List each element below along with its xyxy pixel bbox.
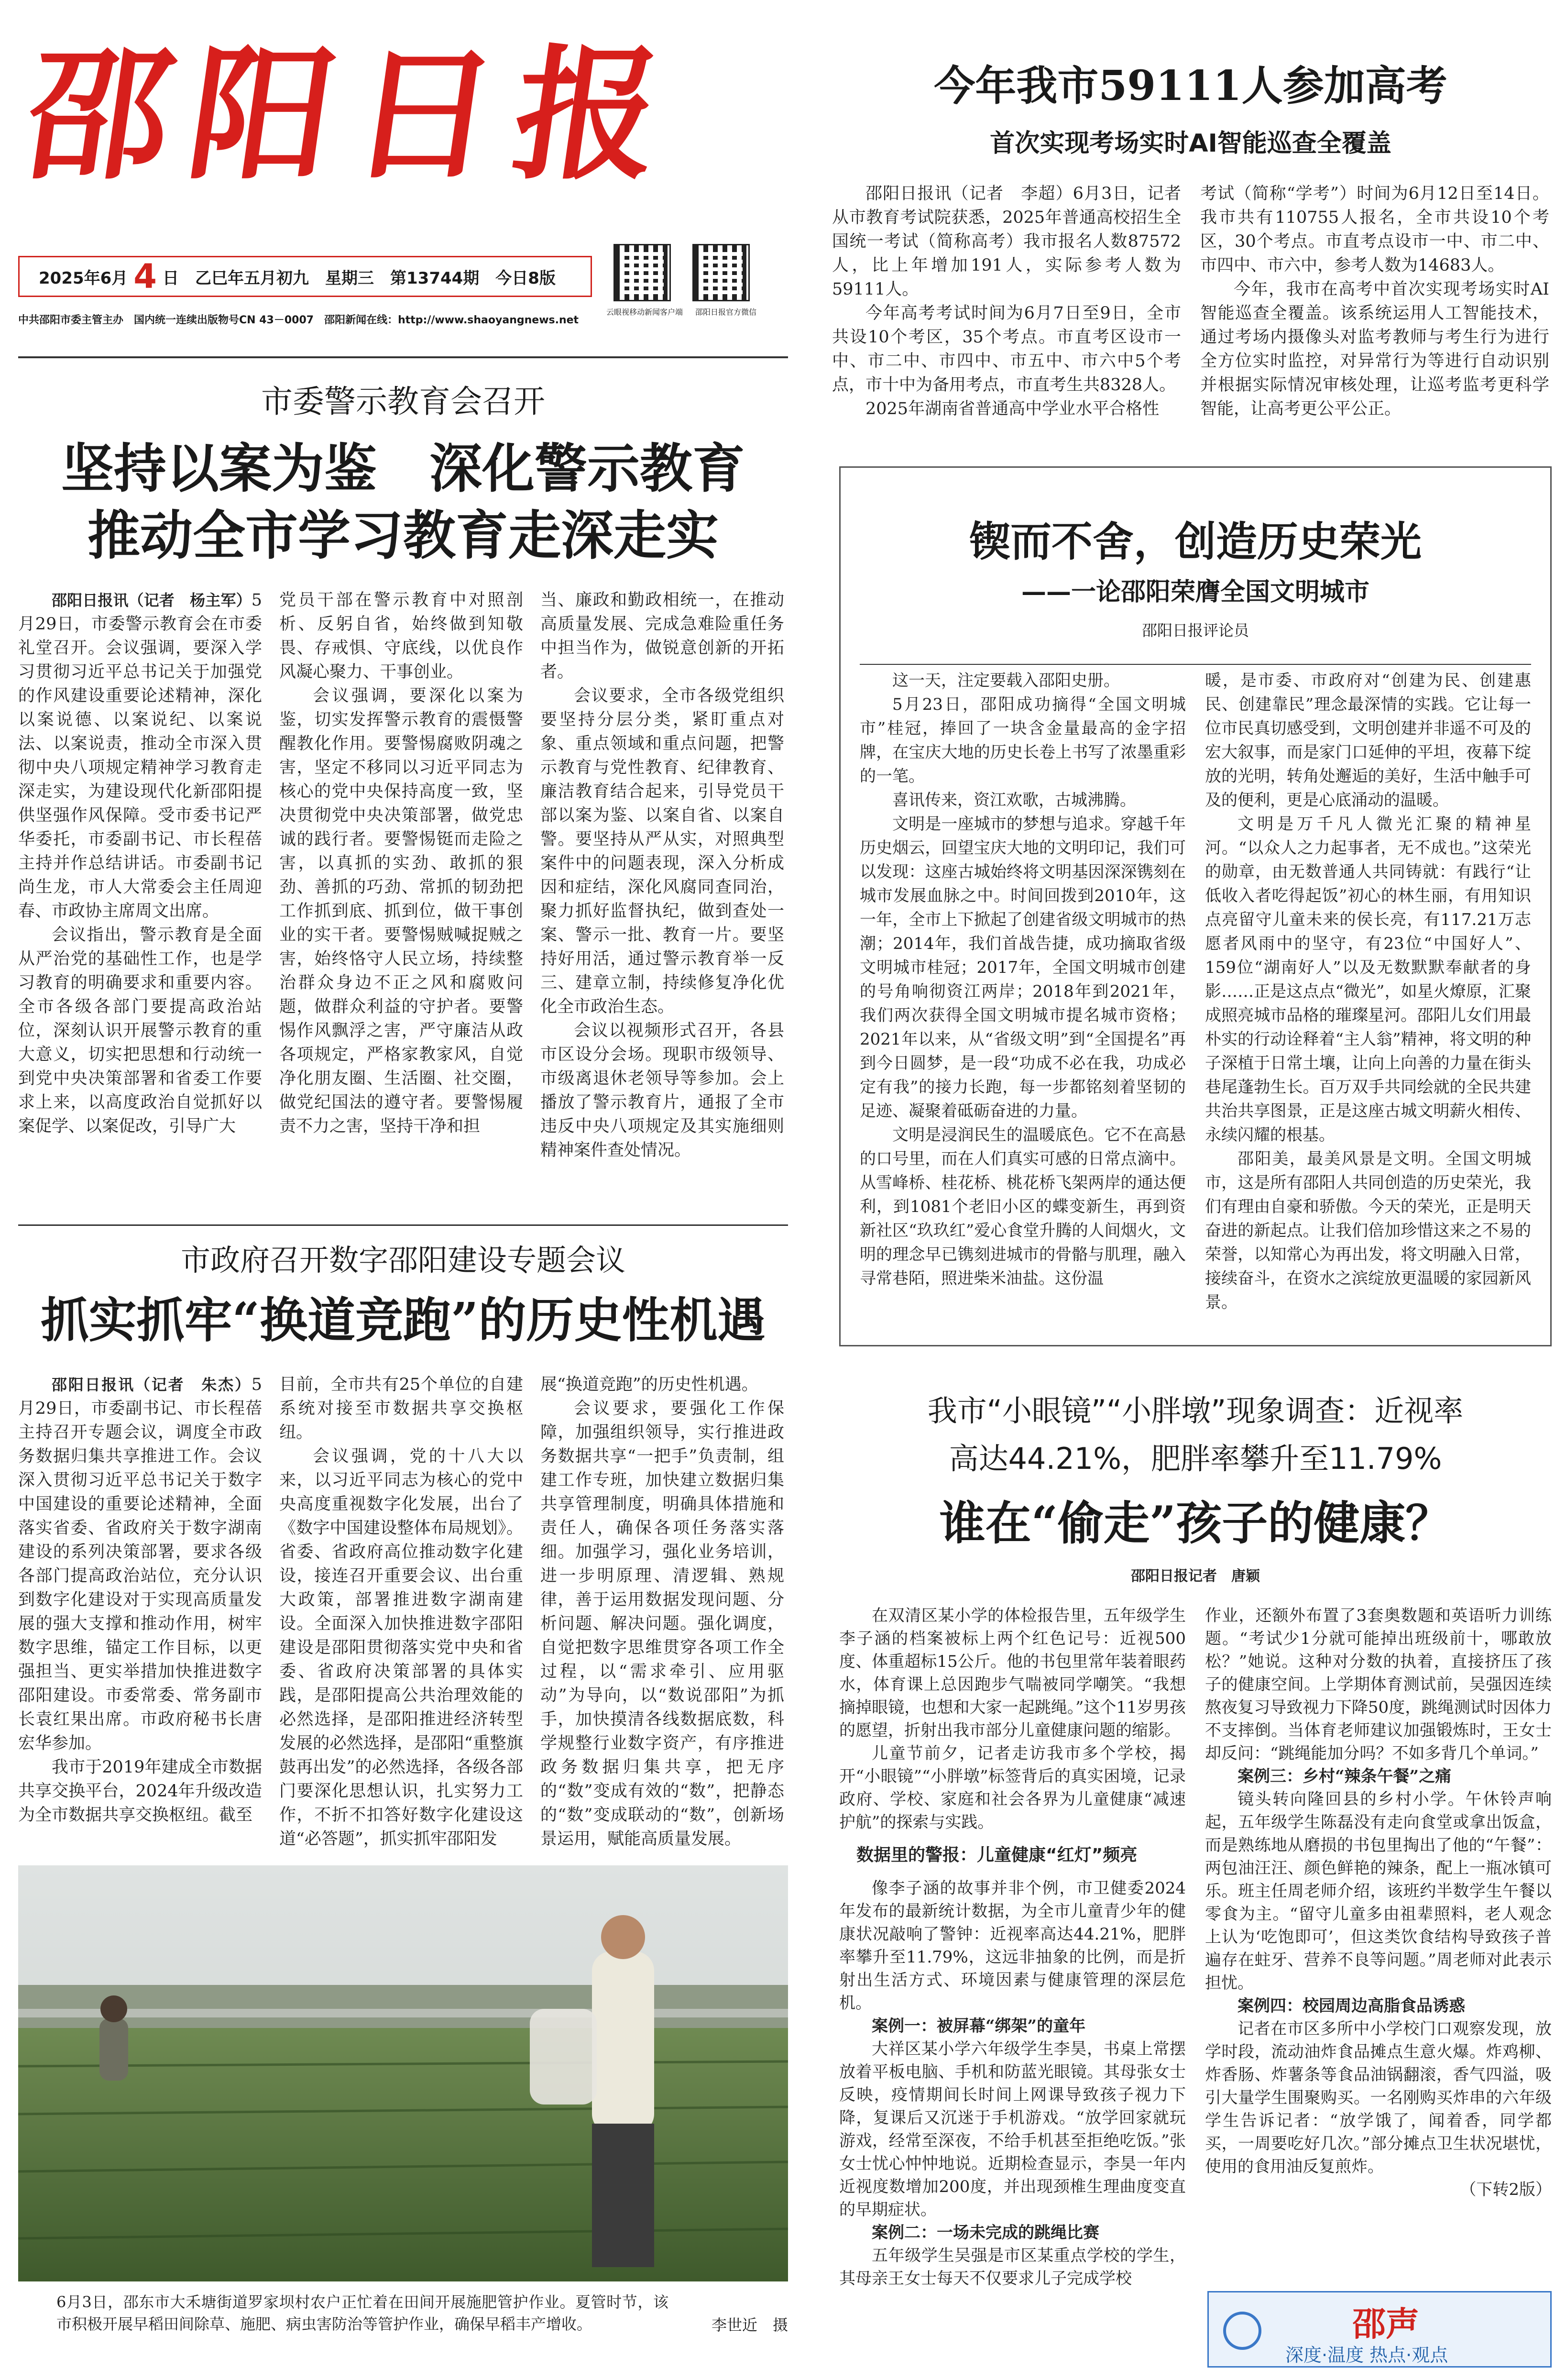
photo-caption: 6月3日，邵东市大禾塘街道罗家坝村农户正忙着在田间开展施肥管护作业。夏管时节，该市积极开展早稻田间除草、施肥、病虫害防治等管护作业，确保早稻丰产增收。 — [56, 2293, 668, 2333]
health-para-5: 五年级学生吴强是市区某重点学校的学生，其母亲王女士每天不仅要求儿子完成学校 — [839, 2246, 1186, 2288]
warning-education-article — [18, 378, 788, 1191]
warning-para-6: 会议要求，全市各级党组织要坚持分层分类，紧盯重点对象、重点领域和重点问题，把警示教育与党性教育、纪律教育、廉洁教育结合起来，引导党员干部以案为鉴、以案自省、以案自警。要坚持从严从实，对照典型案件中的问题表现，深入分析成因和症结，深化风腐同查同治，聚力抓好监督执纪，做到查处一案、警示一批、教育一片。要坚持好用活，通过警示教育举一反三、建章立制，持续修复净化优化全市政治生态。 — [540, 686, 784, 1016]
shaosheng-promo[interactable] — [1207, 2291, 1552, 2368]
health-jump: （下转2版） — [1460, 2180, 1552, 2199]
child-health-article — [839, 1387, 1552, 2363]
qr-code-app[interactable] — [613, 244, 671, 301]
editorial-para-4: 文明是一座城市的梦想与追求。穿越千年历史烟云，回望宝庆大地的文明印记，我们可以发现：这座古城始终将文明基因深深镌刻在城市发展血脉之中。时间回拨到2010年，这一年，全市上下掀起了创建省级文明城市的热潮；2014年，我们首战告捷，成功摘取省级文明城市桂冠；2017年，全国文明城市创建的号角响彻资江两岸；2018年到2021年，我们两次获得全国文明城市提名城市资格；2021年以来，从“省级文明”到“全国提名”再到今日圆梦，是一段“功成不必在我，功成必定有我”的接力长跑，每一步都铭刻着坚韧的足迹、凝聚着砥砺奋进的力量。 — [860, 815, 1186, 1121]
warning-para-2: 会议指出，警示教育是全面从严治党的基础性工作，也是学习教育的明确要求和重要内容。全市各级各部门要提高政治站位，深刻认识开展警示教育的重大意义，切实把思想和行动统一到党中央决策部署和省委工作要求上来，以高度政治自觉抓好以案促学、以案促改，引导广大 — [18, 926, 262, 1136]
digital-para-5: 展“换道竞跑”的历史性机遇。 — [540, 1375, 758, 1394]
health-para-4: 大祥区某小学六年级学生李昊，书桌上常摆放着平板电脑、手机和防蓝光眼镜。其母张女士反映，疫情期间长时间上网课导致孩子视力下降，复课后又沉迷于手机游戏。“放学回家就玩游戏，经常至深夜，不给手机甚至拒绝吃饭。”张女士忧心忡忡地说。近期检查显示，李昊一年内近视度数增加200度，并出现颈椎生理曲度变直的早期症状。 — [839, 2039, 1186, 2219]
promo-title: 邵声 — [1352, 2304, 1419, 2344]
date-year-month: 2025年6月 — [39, 268, 128, 288]
divider — [18, 356, 788, 358]
masthead-title: 邵阳日报 — [16, 30, 690, 199]
warning-kicker: 市委警示教育会召开 — [261, 383, 545, 420]
warning-para-7: 会议以视频形式召开，各县市区设分会场。现职市级领导、市级离退休老领导等参加。会上播放了警示教育片，通报了全市违反中央八项规定及其实施细则精神案件查处情况。 — [540, 1021, 784, 1160]
health-para-7: 镜头转向隆回县的乡村小学。午休铃声响起，五年级学生陈磊没有走向食堂或拿出饭盒，而是熟练地从磨损的书包里掏出了他的“午餐”：两包油汪汪、颜色鲜艳的辣条，配上一瓶冰镇可乐。班主任周老师介绍，该班约半数学生午餐以零食为主。“留守儿童多由祖辈照料，老人观念上认为‘吃饱即可’，但这类饮食结构导致孩子普遍存在蛀牙、营养不良等问题。”周老师对此表示担忧。 — [1205, 1790, 1552, 1993]
editorial-subhead: ——一论邵阳荣膺全国文明城市 — [1021, 578, 1369, 606]
gaokao-article — [832, 57, 1549, 440]
editorial-para-8: 邵阳美，最美风景是文明。全国文明城市，这是所有邵阳人共同创造的历史荣光，我们有理由自豪和骄傲。今天的荣光，正是明天奋进的新起点。让我们倍加珍惜这来之不易的荣誉，以知常心为再出发，将文明融入日常，接续奋斗，在资水之滨绽放更温暖的家园新风景。 — [1205, 1149, 1531, 1312]
editorial-rule — [860, 664, 1531, 665]
gaokao-para-1: 邵阳日报讯（记者 李超）6月3日，记者从市教育考试院获悉，2025年普通高校招生全国统一考试（简称高考）我市报名人数87572人，比上年增加191人，实际参考人数为59111人。 — [832, 184, 1181, 299]
date-day: 4 — [133, 257, 157, 296]
gaokao-para-5: 今年，我市在高考中首次实现考场实时AI智能巡查全覆盖。该系统运用人工智能技术，通过考场内摄像头对监考教师与考生行为进行全方位实时监控，对异常行为等进行自动识别并根据实际情况审核处理，让巡考监考更科学智能，让高考更公平公正。 — [1200, 280, 1549, 419]
digital-headline: 抓实抓牢“换道竞跑”的历史性机遇 — [41, 1292, 766, 1348]
editorial-para-5: 文明是浸润民生的温暖底色。它不在高悬的口号里，而在人们真实可感的日常点滴中。从雪峰桥、桂花桥、桃花桥飞架两岸的通达便利，到1081个老旧小区的蝶变新生，再到资新社区“玖玖红”爱心食堂升腾的人间烟火，文明的理念早已镌刻进城市的骨骼与肌理，融入寻常巷陌，照进柴米油盐。这份温 — [860, 1125, 1186, 1288]
digital-byline: 邵阳日报讯（记者 朱杰） — [52, 1376, 252, 1394]
editorial-para-2: 5月23日，邵阳成功摘得“全国文明城市”桂冠，捧回了一块含金量最高的金字招牌，在宝庆大地的历史长卷上书写了浓墨重彩的一笔。 — [860, 695, 1186, 786]
qr-label-app: 云眼视移动新闻客户端 — [606, 308, 683, 317]
editorial-box — [839, 466, 1552, 1346]
warning-byline: 邵阳日报讯（记者 杨主军） — [52, 591, 252, 609]
health-para-2: 儿童节前夕，记者走访我市多个学校，揭开“小眼镜”“小胖墩”标签背后的真实困境，记录政府、学校、家庭和社会各界为儿童健康“减速护航”的探索与实践。 — [839, 1744, 1186, 1832]
health-case-4: 案例四：校园周边高脂食品诱惑 — [1237, 1996, 1465, 2016]
warning-para-3: 党员干部在警示教育中对照剖析、反躬自省，始终做到知敬畏、存戒惧、守底线，以优良作风凝心聚力、干事创业。 — [279, 591, 523, 682]
gaokao-para-2: 今年高考考试时间为6月7日至9日，全市共设10个考区，35个考点。市直考区设市一中、市二中、市四中、市五中、市六中5个考点，市十中为备用考点，市直考生共8328人。 — [832, 304, 1181, 395]
gaokao-para-3: 2025年湖南省普通高中学业水平合格性 — [865, 399, 1160, 419]
divider — [18, 1224, 788, 1226]
promo-tagline: 深度·温度 热点·观点 — [1285, 2345, 1448, 2366]
warning-para-1: 5月29日，市委警示教育会在市委礼堂召开。会议强调，要深入学习贯彻习近平总书记关于加强党的作风建设重要论述精神，深化以案说德、以案说纪、以案说法、以案说责，推动全市深入贯彻中央八项规定精神学习教育走深走实，为建设现代化新邵阳提供坚强作风保障。受市委书记严华委托，市委副书记、市长程蓓主持并作总结讲话。市委副书记尚生龙，市人大常委会主任周迎春、市政协主席周文出席。 — [18, 591, 262, 921]
health-headline: 谁在“偷走”孩子的健康？ — [939, 1496, 1452, 1550]
editorial-para-6: 暖，是市委、市政府对“创建为民、创建惠民、创建靠民”理念最深情的实践。它让每一位市民真切感受到，文明创建并非遥不可及的宏大叙事，而是家门口延伸的平坦，夜幕下绽放的光明，转角处邂逅的美好，生活中触手可及的便利，更是心底涌动的温暖。 — [1205, 671, 1531, 810]
date-bar — [18, 256, 592, 297]
warning-headline-1: 坚持以案为鉴 深化警示教育 — [61, 438, 745, 499]
health-kicker-2: 高达44.21%，肥胖率攀升至11.79% — [949, 1441, 1442, 1476]
editorial-headline: 锲而不舍，创造历史荣光 — [969, 518, 1422, 566]
masthead — [18, 19, 788, 325]
sound-wave-icon — [1223, 2312, 1261, 2350]
farm-photo-block — [18, 1865, 788, 2358]
health-para-6: 作业，还额外布置了3套奥数题和英语听力训练题。“考试少1分就可能掉出班级前十，哪敢放松？”她说。这种对分数的执着，直接挤压了孩子的健康空间。上学期体育测试前，吴强因连续熬夜复习导致视力下降50度，跳绳测试时因体力不支摔倒。当体育老师建议加强锻炼时，王女士却反问：“跳绳能加分吗？不如多背几个单词。” — [1205, 1606, 1552, 1763]
digital-para-3: 目前，全市共有25个单位的自建系统对接至市数据共享交换枢纽。 — [279, 1375, 523, 1442]
gaokao-subhead: 首次实现考场实时AI智能巡查全覆盖 — [990, 129, 1391, 158]
health-subhead: 数据里的警报：儿童健康“红灯”频亮 — [856, 1845, 1138, 1865]
health-case-1: 案例一：被屏幕“绑架”的童年 — [872, 2016, 1086, 2036]
editorial-para-3: 喜讯传来，资江欢歌，古城沸腾。 — [892, 791, 1136, 810]
health-para-3: 像李子涵的故事并非个例，市卫健委2024年发布的最新统计数据，为全市儿童青少年的健康状况敲响了警钟：近视率高达44.21%，肥胖率攀升至11.79%，这远非抽象的比例，而是折射出生活方式、环境因素与健康管理的深层危机。 — [839, 1879, 1186, 2013]
sponsor-line: 中共邵阳市委主管主办 国内统一连续出版物号CN 43－0007 邵阳新闻在线：http://www.shaoyangnews.net — [18, 314, 579, 326]
gaokao-para-4: 考试（简称“学考”）时间为6月12日至14日。我市共有110755人报名，全市共设10个考区，30个考点。市直考点设市一中、市二中、市四中、市六中，参考人数为14683人。 — [1200, 184, 1549, 275]
qr-label-wechat: 邵阳日报官方微信 — [695, 308, 756, 317]
editorial-author: 邵阳日报评论员 — [1141, 621, 1249, 639]
farm-photo — [18, 1865, 788, 2281]
health-byline: 邵阳日报记者 唐颖 — [1131, 1568, 1260, 1585]
warning-para-5: 当、廉政和勤政相统一，在推动高质量发展、完成急难险重任务中担当作为，做锐意创新的开拓者。 — [540, 591, 784, 682]
editorial-para-7: 文明是万千凡人微光汇聚的精神星河。“以众人之力起事者，无不成也。”这荣光的勋章，由无数普通人共同铸就：有践行“让低收入者吃得起饭”初心的林生丽，有用知识点亮留守儿童未来的侯长亮，有117.21万志愿者风雨中的坚守，有23位“中国好人”、159位“湖南好人”以及无数默默奉献者的身影……正是这点点“微光”，如星火燎原，汇聚成照亮城市品格的璀璨星河。邵阳儿女们用最朴实的行动诠释着“主人翁”精神，将文明的种子深植于日常土壤，让向上向善的力量在街头巷尾蓬勃生长。百万双手共同绘就的全民共建共治共享图景，正是这座古城文明薪火相传、永续闪耀的根基。 — [1205, 815, 1531, 1145]
editorial-para-1: 这一天，注定要载入邵阳史册。 — [892, 671, 1120, 690]
digital-para-2: 我市于2019年建成全市数据共享交换平台，2024年升级改造为全市数据共享交换枢纽。截至 — [18, 1758, 262, 1825]
date-detail: 日 乙巳年五月初九 星期三 第13744期 今日8版 — [163, 268, 556, 288]
farmer-left — [99, 1995, 128, 2081]
health-para-8: 记者在市区多所中小学校门口观察发现，放学时段，流动油炸食品摊点生意火爆。炸鸡柳、炸香肠、炸薯条等食品油锅翻滚，香气四溢，吸引大量学生围聚购买。一名刚购买炸串的六年级学生告诉记者：“放学饿了，闻着香，同学都买，一周要吃好几次。”部分摊点卫生状况堪忧，使用的食用油反复煎炸。 — [1205, 2019, 1552, 2176]
digital-shaoyang-article — [18, 1239, 788, 1849]
photo-credit: 李世近 摄 — [711, 2316, 788, 2334]
health-kicker-1: 我市“小眼镜”“小胖墩”现象调查：近视率 — [927, 1393, 1464, 1428]
warning-para-4: 会议强调，要深化以案为鉴，切实发挥警示教育的震慑警醒教化作用。要警惕腐败阴魂之害，坚定不移同以习近平同志为核心的党中央保持高度一致，坚决贯彻党中央决策部署，做党忠诚的践行者。要警惕铤而走险之害，以真抓的实劲、敢抓的狠劲、善抓的巧劲、常抓的韧劲把工作抓到底、抓到位，做干事创业的实干者。要警惕贼喊捉贼之害，始终恪守人民立场，持续整治群众身边不正之风和腐败问题，做群众利益的守护者。要警惕作风飘浮之害，严守廉洁从政各项规定，严格家教家风，自觉净化朋友圈、生活圈、社交圈，做党纪国法的遵守者。要警惕履责不力之害，坚持干净和担 — [279, 686, 523, 1136]
qr-code-wechat[interactable] — [692, 244, 750, 301]
health-case-3: 案例三：乡村“辣条午餐”之痛 — [1237, 1767, 1452, 1786]
digital-para-6: 会议要求，要强化工作保障，加强组织领导，实行推进政务数据共享“一把手”负责制，组建工作专班，加快建立数据归集共享管理制度，明确具体措施和责任人，确保各项任务落实落细。加强学习，强化业务培训，进一步明原理、清逻辑、熟规律，善于运用数据发现问题、分析问题、解决问题。强化调度，自觉把数字思维贯穿各项工作全过程，以“需求牵引、应用驱动”为导向，以“数说邵阳”为抓手，加快摸清各线数据底数，科学规整行业数字资产，有序推进政务数据归集共享，把无序的“数”变成有效的“数”，把静态的“数”变成联动的“数”，创新场景运用，赋能高质量发展。 — [540, 1399, 784, 1849]
digital-kicker: 市政府召开数字邵阳建设专题会议 — [180, 1243, 625, 1278]
warning-headline-2: 推动全市学习教育走深走实 — [88, 505, 719, 566]
health-case-2: 案例二：一场未完成的跳绳比赛 — [872, 2223, 1099, 2242]
digital-para-4: 会议强调，党的十八大以来，以习近平同志为核心的党中央高度重视数字化发展，出台了《数字中国建设整体布局规划》。省委、省政府高位推动数字化建设，接连召开重要会议、出台重大政策，部署推进数字湖南建设。全面深入加快推进数字邵阳建设是邵阳贯彻落实党中央和省委、省政府决策部署的具体实践，是邵阳提高公共治理效能的必然选择，是邵阳推进经济转型发展的必然选择，是邵阳“重整旗鼓再出发”的必然选择，各级各部门要深化思想认识，扎实努力工作，不折不扣答好数字化建设这道“必答题”，抓实抓牢邵阳发 — [279, 1447, 523, 1849]
health-para-1: 在双清区某小学的体检报告里，五年级学生李子涵的档案被标上两个红色记号：近视500度、体重超标15公斤。他的书包里常年装着眼药水，体育课上总因跑步气喘被同学嘲笑。“我想摘掉眼镜，也想和大家一起跳绳。”这个11岁男孩的愿望，折射出我市部分儿童健康问题的缩影。 — [839, 1606, 1186, 1740]
digital-para-1: 5月29日，市委副书记、市长程蓓主持召开专题会议，调度全市政务数据归集共享推进工作。会议深入贯彻习近平总书记关于数字中国建设的重要论述精神，全面落实省委、省政府关于数字湖南建设的系列决策部署，要求各级各部门提高政治站位，充分认识到数字化建设对于实现高质量发展的强大支撑和推动作用，树牢数字思维，锚定工作目标，以更强担当、更实举措加快推进数字邵阳建设。市委常委、常务副市长袁红果出席。市政府秘书长唐宏华参加。 — [18, 1375, 262, 1753]
gaokao-headline: 今年我市59111人参加高考 — [934, 62, 1447, 110]
